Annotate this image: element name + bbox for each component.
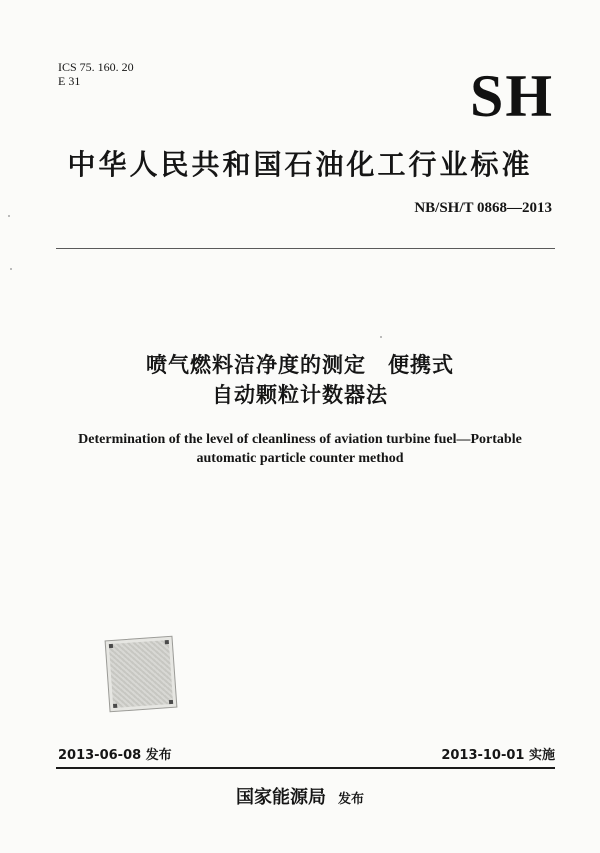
ccs-code: E 31 <box>58 74 81 88</box>
issuer-verb: 发布 <box>337 792 364 807</box>
issuer-name: 国家能源局 <box>235 787 326 808</box>
issue-date: 2013-06-08 发布 <box>58 748 172 763</box>
english-title <box>0 430 600 468</box>
chinese-title <box>0 350 600 410</box>
implementation-date: 2013-10-01 实施 <box>441 748 555 763</box>
scan-speck <box>10 268 12 270</box>
scan-speck <box>8 215 10 217</box>
scan-speck <box>380 336 382 338</box>
stamp-mark <box>105 636 178 713</box>
issuer <box>0 783 600 809</box>
classification-codes <box>58 60 134 88</box>
chinese-title-line2: 自动颗粒计数器法 <box>212 383 388 407</box>
english-title-line1: Determination of the level of cleanliness of aviation turbine fuel—Portable <box>78 432 522 447</box>
chinese-title-part1: 喷气燃料洁净度的测定 <box>146 353 366 377</box>
standard-code: NB/SH/T 0868—2013 <box>414 200 552 216</box>
chinese-title-part2: 便携式 <box>388 353 454 377</box>
top-divider <box>56 248 555 249</box>
ics-code: ICS 75. 160. 20 <box>58 60 134 74</box>
organization-title: 中华人民共和国石油化工行业标准 <box>67 148 533 181</box>
sh-logo: SH <box>469 63 554 129</box>
english-title-line2: automatic particle counter method <box>196 451 404 466</box>
bottom-divider <box>56 767 555 769</box>
chinese-title-line1 <box>0 350 600 380</box>
